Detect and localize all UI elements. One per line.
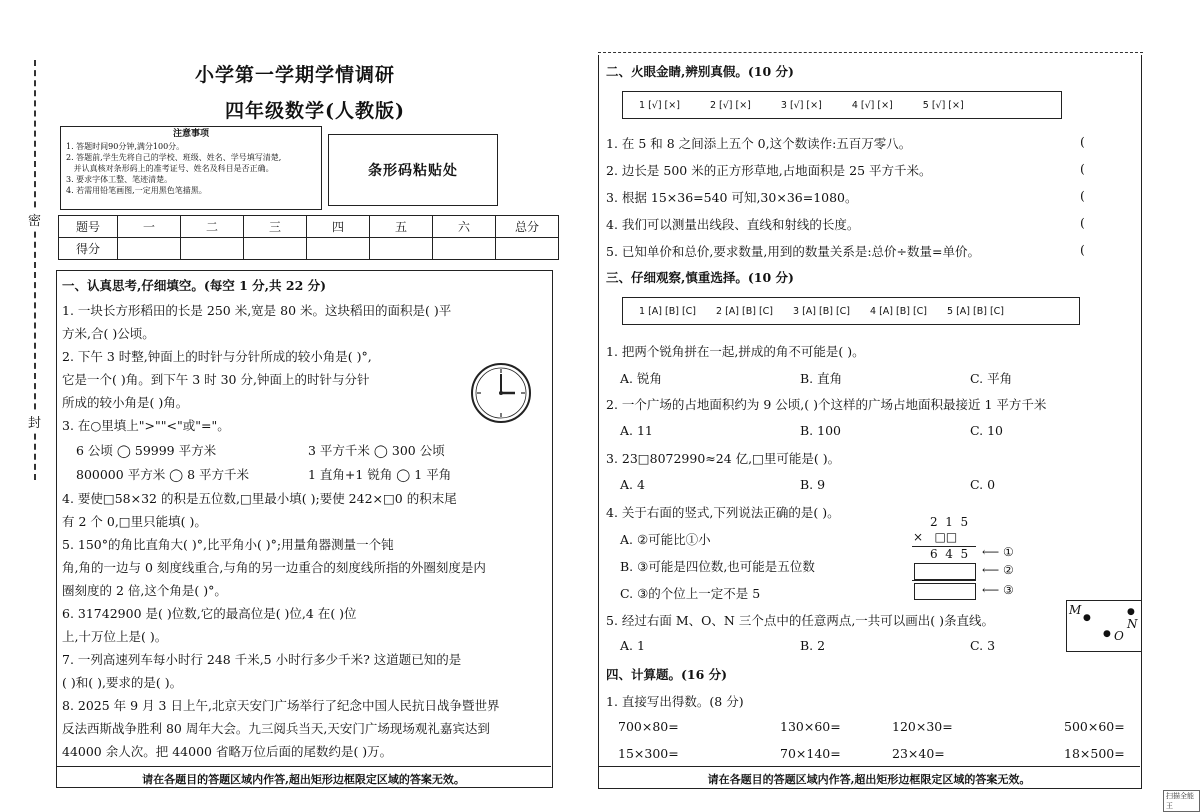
choice-option: C. ③的个位上一定不是 5	[620, 586, 761, 601]
question-line: 6. 31742900 是( )位数,它的最高位是( )位,4 在( )位	[62, 606, 357, 621]
footer-rule	[56, 766, 551, 767]
question-line: 7. 一列高速列车每小时行 248 千米,5 小时行多少千米? 这道题已知的是	[62, 652, 462, 667]
footer-note: 请在各题目的答题区域内作答,超出矩形边框限定区域的答案无效。	[142, 773, 465, 786]
notes-box	[60, 126, 322, 210]
notes-item: 3. 要求字体工整、笔迹清楚。	[66, 175, 173, 184]
question-line: 1. 一块长方形稻田的长是 250 米,宽是 80 米。这块稻田的面积是( )平	[62, 303, 452, 318]
answer-option[interactable]: 3 [√] [×]	[780, 99, 822, 111]
scanner-watermark: 扫描全能王	[1163, 790, 1200, 812]
answer-option[interactable]: 2 [A] [B] [C]	[716, 305, 773, 317]
tf-item: 3. 根据 15×36=540 可知,30×36=1080。	[606, 190, 858, 205]
choice-option: B. 2	[800, 638, 826, 653]
choice-question: 1. 把两个锐角拼在一起,拼成的角不可能是( )。	[606, 344, 865, 359]
choice-option: B. 100	[800, 423, 841, 438]
choice-option: A. ②可能比①小	[620, 532, 711, 547]
choice-option: A. 1	[620, 638, 645, 653]
point-m-dot: ●	[1083, 613, 1091, 623]
question-line: ( )和( ),要求的是( )。	[62, 675, 183, 690]
point-m-label: M	[1069, 603, 1082, 617]
compare-item: 6 公顷 ◯ 59999 平方米	[76, 443, 217, 458]
section2-title: 二、火眼金睛,辨别真假。(10 分)	[606, 64, 794, 79]
section3-answer-box	[622, 297, 1080, 325]
section4-sub1: 1. 直接写出得数。(8 分)	[606, 694, 744, 709]
question-line: 它是一个( )角。到下午 3 时 30 分,钟面上的时针与分针	[62, 372, 370, 387]
question-line: 方米,合( )公顷。	[62, 326, 155, 341]
choice-option: C. 3	[970, 638, 996, 653]
point-o-dot: ●	[1103, 629, 1111, 639]
answer-option[interactable]: 4 [√] [×]	[851, 99, 893, 111]
question-line: 上,十万位上是( )。	[62, 629, 168, 644]
choice-question: 2. 一个广场的占地面积约为 9 公顷,( )个这样的广场占地面积最接近 1 平方千米	[606, 397, 1047, 412]
exam-title: 小学第一学期学情调研	[195, 64, 396, 86]
question-line: 3. 在○里填上">""<"或"="。	[62, 418, 230, 433]
score-header: 一	[118, 216, 181, 238]
calc-item: 130×60=	[780, 719, 841, 734]
choice-option: C. 0	[970, 477, 996, 492]
section1-title: 一、认真思考,仔细填空。(每空 1 分,共 22 分)	[62, 278, 327, 293]
notes-title: 注意事项	[172, 129, 209, 139]
score-header: 五	[370, 216, 433, 238]
score-cell[interactable]	[496, 238, 559, 260]
points-figure	[1066, 600, 1141, 652]
choice-option: B. ③可能是四位数,也可能是五位数	[620, 559, 815, 574]
vertical-multiplicand: 2 1 5	[930, 515, 969, 529]
tf-paren: (	[1080, 215, 1085, 230]
top-dashed-line	[598, 52, 1143, 53]
answer-option[interactable]: 3 [A] [B] [C]	[793, 305, 850, 317]
score-row-label: 得分	[59, 238, 118, 260]
vertical-rule	[912, 580, 976, 581]
question-line: 所成的较小角是( )角。	[62, 395, 189, 410]
choice-option: A. 11	[620, 423, 653, 438]
footer-rule	[598, 766, 1140, 767]
circle-three: ③	[1003, 583, 1014, 597]
compare-item: 3 平方千米 ◯ 300 公顷	[308, 443, 445, 458]
clock-icon	[470, 362, 532, 424]
choice-option: B. 9	[800, 477, 826, 492]
choice-question: 3. 23□8072990≈24 亿,□里可能是( )。	[606, 451, 841, 466]
score-header: 四	[307, 216, 370, 238]
answer-option[interactable]: 5 [A] [B] [C]	[947, 305, 1004, 317]
arrow-label-1: ⟵ ①	[982, 545, 1014, 559]
score-cell[interactable]	[307, 238, 370, 260]
question-line: 5. 150°的角比直角大( )°,比平角小( )°;用量角器测量一个钝	[62, 537, 394, 552]
section2-answer-box	[622, 91, 1062, 119]
tf-item: 4. 我们可以测量出线段、直线和射线的长度。	[606, 217, 860, 232]
choice-option: A. 锐角	[620, 371, 662, 386]
section3-title: 三、仔细观察,慎重选择。(10 分)	[606, 270, 794, 285]
score-cell[interactable]	[181, 238, 244, 260]
tf-item: 2. 边长是 500 米的正方形草地,占地面积是 25 平方千米。	[606, 163, 932, 178]
calc-item: 70×140=	[780, 746, 841, 761]
score-table	[58, 215, 559, 260]
answer-option[interactable]: 1 [A] [B] [C]	[639, 305, 696, 317]
question-line: 反法西斯战争胜利 80 周年大会。九三阅兵当天,天安门广场现场观礼嘉宾达到	[62, 721, 490, 736]
calc-item: 18×500=	[1064, 746, 1125, 761]
blank-box-3	[914, 583, 976, 600]
section4-title: 四、计算题。(16 分)	[606, 667, 728, 682]
score-cell[interactable]	[118, 238, 181, 260]
answer-option[interactable]: 2 [√] [×]	[709, 99, 751, 111]
vertical-multiplier: × □□	[913, 530, 958, 544]
compare-item: 800000 平方米 ◯ 8 平方千米	[76, 467, 250, 482]
question-line: 4. 要使□58×32 的积是五位数,□里最小填( );要使 242×□0 的积末尾	[62, 491, 457, 506]
binding-mark-feng: 封	[28, 412, 41, 431]
arrow-label-3: ⟵ ③	[982, 583, 1014, 597]
binding-mark-mi: 密	[28, 210, 41, 229]
score-header: 总分	[496, 216, 559, 238]
choice-question: 5. 经过右面 M、O、N 三个点中的任意两点,一共可以画出( )条直线。	[606, 613, 995, 628]
arrow-label-2: ⟵ ②	[982, 563, 1014, 577]
vertical-partial-product: 6 4 5	[930, 547, 969, 561]
score-header: 三	[244, 216, 307, 238]
tf-paren: (	[1080, 242, 1085, 257]
answer-option[interactable]: 4 [A] [B] [C]	[870, 305, 927, 317]
calc-item: 23×40=	[892, 746, 945, 761]
calc-item: 500×60=	[1064, 719, 1125, 734]
circle-two: ②	[1003, 563, 1014, 577]
score-cell[interactable]	[370, 238, 433, 260]
calc-item: 120×30=	[892, 719, 953, 734]
question-line: 有 2 个 0,□里只能填( )。	[62, 514, 207, 529]
blank-box-2	[914, 563, 976, 580]
circle-one: ①	[1003, 545, 1014, 559]
notes-item: 4. 若需用铅笔画图,一定用黑色笔描黑。	[66, 186, 207, 195]
choice-option: C. 平角	[970, 371, 1013, 386]
notes-item: 并认真核对条形码上的准考证号、姓名及科目是否正确。	[66, 164, 274, 173]
calc-item: 700×80=	[618, 719, 679, 734]
notes-item: 2. 答题前,学生先将自己的学校、班级、姓名、学号填写清楚,	[66, 153, 282, 162]
tf-paren: (	[1080, 161, 1085, 176]
choice-option: C. 10	[970, 423, 1003, 438]
tf-item: 1. 在 5 和 8 之间添上五个 0,这个数读作:五百万零八。	[606, 136, 912, 151]
point-o-label: O	[1114, 629, 1124, 643]
choice-question: 4. 关于右面的竖式,下列说法正确的是( )。	[606, 505, 840, 520]
question-line: 8. 2025 年 9 月 3 日上午,北京天安门广场举行了纪念中国人民抗日战争暨世界	[62, 698, 500, 713]
calc-item: 15×300=	[618, 746, 679, 761]
answer-option[interactable]: 1 [√] [×]	[639, 99, 680, 111]
tf-paren: (	[1080, 134, 1085, 149]
point-n-label: N	[1127, 617, 1138, 631]
question-line: 2. 下午 3 时整,钟面上的时针与分针所成的较小角是( )°,	[62, 349, 372, 364]
question-line: 44000 余人次。把 44000 省略万位后面的尾数约是( )万。	[62, 744, 393, 759]
exam-subtitle: 四年级数学(人教版)	[225, 100, 405, 122]
score-header: 六	[433, 216, 496, 238]
question-line: 角,角的一边与 0 刻度线重合,与角的另一边重合的刻度线所指的外圈刻度是内	[62, 560, 486, 575]
tf-item: 5. 已知单价和总价,要求数量,用到的数量关系是:总价÷数量=单价。	[606, 244, 981, 259]
footer-note: 请在各题目的答题区域内作答,超出矩形边框限定区域的答案无效。	[707, 773, 1031, 786]
notes-item: 1. 答题时间90分钟,满分100分。	[66, 142, 185, 151]
score-header: 二	[181, 216, 244, 238]
choice-option: B. 直角	[800, 371, 843, 386]
compare-item: 1 直角+1 锐角 ◯ 1 平角	[308, 467, 452, 482]
question-line: 圈刻度的 2 倍,这个角是( )°。	[62, 583, 227, 598]
point-n-dot: ●	[1127, 607, 1135, 617]
score-cell[interactable]	[433, 238, 496, 260]
tf-paren: (	[1080, 188, 1085, 203]
score-cell[interactable]	[244, 238, 307, 260]
barcode-area: 条形码粘贴处	[328, 134, 498, 206]
choice-option: A. 4	[620, 477, 645, 492]
score-header: 题号	[59, 216, 118, 238]
answer-option[interactable]: 5 [√] [×]	[922, 99, 964, 111]
